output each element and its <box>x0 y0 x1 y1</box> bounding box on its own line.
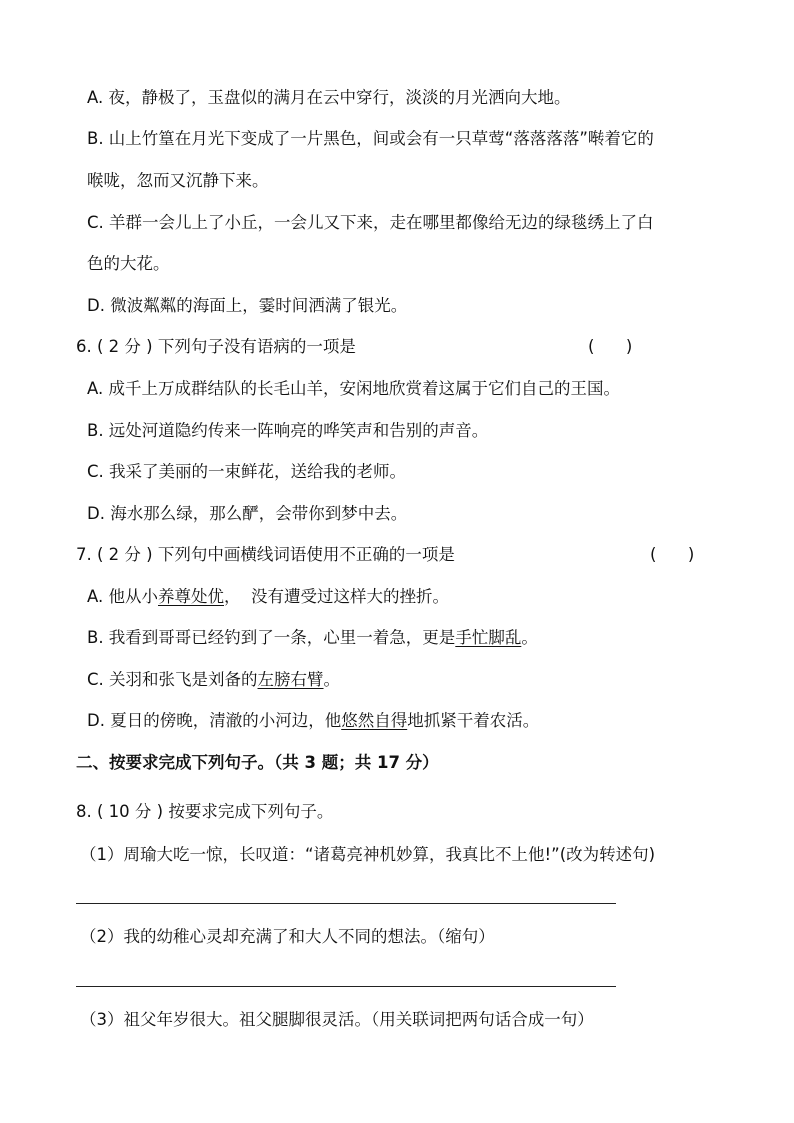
q7-option-c-post: 。 <box>323 670 341 689</box>
q7-option-d-pre: D. 夏日的傍晚，清澈的小河边，他 <box>87 711 342 730</box>
section-2-heading: 二、按要求完成下列句子。（共 3 题；共 17 分） <box>76 753 439 772</box>
q7-option-a-post: ， 没有遭受过这样大的挫折。 <box>224 587 449 606</box>
q7-answer-paren: ( ) <box>650 545 695 564</box>
q8-stem: 8. ( 10 分 ) 按要求完成下列句子。 <box>76 802 334 821</box>
q8-item-3: （3）祖父年岁很大。祖父腿脚很灵活。（用关联词把两句话合成一句） <box>80 1010 594 1029</box>
q7-option-d-post: 地抓紧干着农活。 <box>407 711 540 730</box>
q5-option-b-line1: B. 山上竹篁在月光下变成了一片黑色，间或会有一只草莺“落落落落”啭着它的 <box>87 129 654 148</box>
q8-item-2-answer-line[interactable] <box>76 986 616 987</box>
q6-option-b: B. 远处河道隐约传来一阵响亮的哗笑声和告别的声音。 <box>87 421 489 440</box>
q5-option-d: D. 微波粼粼的海面上，霎时间洒满了银光。 <box>87 296 408 315</box>
q5-option-c-line2: 色的大花。 <box>87 254 170 273</box>
q8-item-1-answer-line[interactable] <box>76 903 616 904</box>
q8-item-2: （2）我的幼稚心灵却充满了和大人不同的想法。（缩句） <box>80 927 495 946</box>
q7-option-a <box>87 585 449 609</box>
q7-option-c-pre: C. 关羽和张飞是刘备的 <box>87 670 258 689</box>
q7-option-a-underlined-term: 养尊处优 <box>158 587 224 606</box>
q6-option-d: D. 海水那么绿，那么酽，会带你到梦中去。 <box>87 504 408 523</box>
q6-option-a: A. 成千上万成群结队的长毛山羊，安闲地欣赏着这属于它们自己的王国。 <box>87 379 620 398</box>
q7-stem: 7. ( 2 分 ) 下列句中画横线词语使用不正确的一项是 <box>76 545 455 564</box>
q7-option-d <box>87 709 539 733</box>
q7-option-b-post: 。 <box>521 628 538 647</box>
q7-option-b-underlined-term: 手忙脚乱 <box>455 628 522 647</box>
q5-option-c-line1: C. 羊群一会儿上了小丘，一会儿又下来，走在哪里都像给无边的绿毯绣上了白 <box>87 213 654 232</box>
q6-option-c: C. 我采了美丽的一束鲜花，送给我的老师。 <box>87 462 407 481</box>
q8-item-1: （1）周瑜大吃一惊，长叹道：“诸葛亮神机妙算，我真比不上他!”(改为转述句) <box>80 845 656 864</box>
q5-option-a: A. 夜，静极了，玉盘似的满月在云中穿行，淡淡的月光洒向大地。 <box>87 88 571 107</box>
q7-option-a-pre: A. 他从小 <box>87 587 158 606</box>
q7-option-b-pre: B. 我看到哥哥已经钓到了一条，心里一着急，更是 <box>87 628 456 647</box>
q7-option-d-underlined-term: 悠然自得 <box>341 711 408 730</box>
q7-option-c-underlined-term: 左膀右臂 <box>257 670 324 689</box>
q7-option-b <box>87 626 538 650</box>
q6-stem: 6. ( 2 分 ) 下列句子没有语病的一项是 <box>76 337 356 356</box>
q7-option-c <box>87 668 340 692</box>
q5-option-b-line2: 喉咙，忽而又沉静下来。 <box>87 171 269 190</box>
q6-answer-paren: ( ) <box>588 337 633 356</box>
